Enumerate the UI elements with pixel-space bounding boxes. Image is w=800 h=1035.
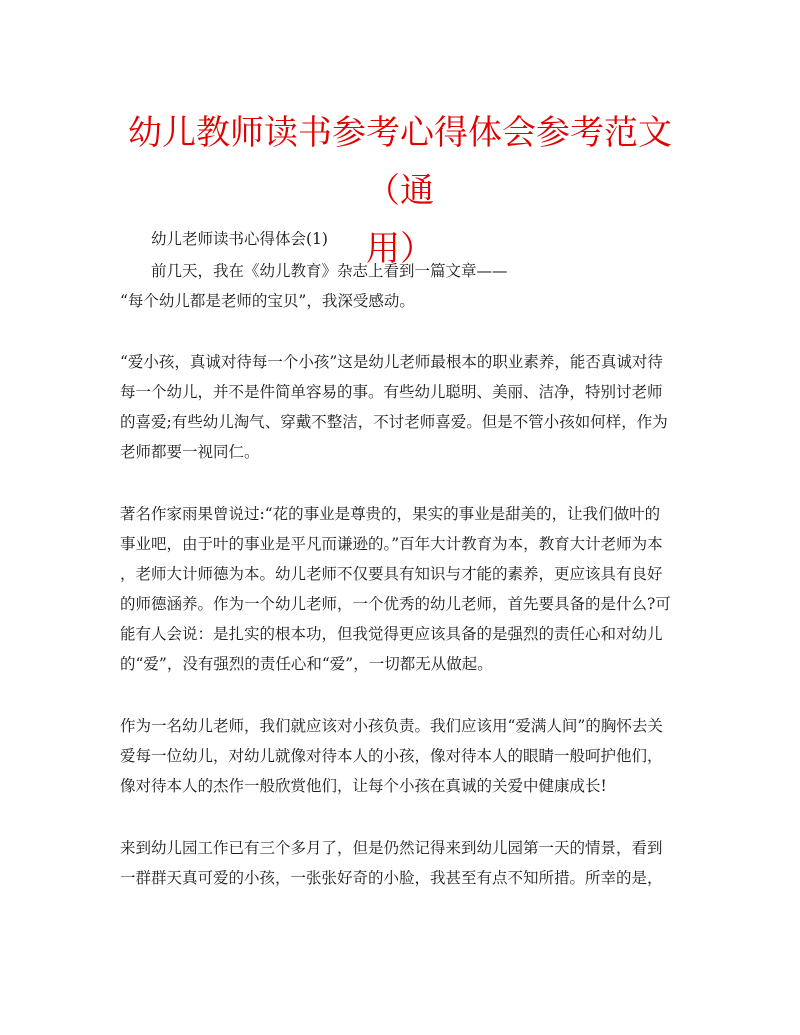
paragraph-line: 一群群天真可爱的小孩，一张张好奇的小脸，我甚至有点不知所措。所幸的是， [120,869,663,887]
title-line-2: 用） [366,229,434,269]
paragraph-line: 像对待本人的杰作一般欣赏他们，让每个小孩在真诚的关爱中健康成长! [120,777,607,795]
paragraph-line: ，老师大计师德为本。幼儿老师不仅要具有知识与才能的素养，更应该具有良好 [120,565,663,583]
title-line-1: 幼儿教师读书参考心得体会参考范文（通 [128,113,672,211]
paragraph-line: “爱小孩，真诚对待每一个小孩”这是幼儿老师最根本的职业素养，能否真诚对待 [120,353,663,371]
paragraph-line: 事业吧，由于叶的事业是平凡而谦逊的。”百年大计教育为本，教育大计老师为本 [120,535,663,553]
paragraph-line: 爱每一位幼儿，对幼儿就像对待本人的小孩，像对待本人的眼睛一般呵护他们， [120,747,663,765]
paragraph-line: 每一个幼儿，并不是件简单容易的事。有些幼儿聪明、美丽、洁净，特别讨老师 [120,383,663,401]
subtitle: 幼儿老师读书心得体会(1) [151,230,328,248]
intro-line: “每个幼儿都是老师的宝贝”，我深受感动。 [120,292,415,310]
paragraph-line: 能有人会说：是扎实的根本功，但我觉得更应该具备的是强烈的责任心和对幼儿 [120,625,663,643]
paragraph-line: 老师都要一视同仁。 [120,443,260,461]
paragraph-line: 的“爱”，没有强烈的责任心和“爱”，一切都无从做起。 [120,655,493,673]
document-title [100,104,700,278]
paragraph-line: 的喜爱;有些幼儿淘气、穿戴不整洁，不讨老师喜爱。但是不管小孩如何样，作为 [120,413,668,431]
paragraph-line: 作为一名幼儿老师，我们就应该对小孩负责。我们应该用“爱满人间”的胸怀去关 [120,717,663,735]
paragraph-line: 来到幼儿园工作已有三个多月了，但是仍然记得来到幼儿园第一天的情景，看到 [120,839,663,857]
intro-line: 前几天，我在《幼儿教育》杂志上看到一篇文章—— [151,262,508,280]
paragraph-line: 著名作家雨果曾说过:“花的事业是尊贵的，果实的事业是甜美的，让我们做叶的 [120,505,661,523]
paragraph-line: 的师德涵养。作为一个幼儿老师，一个优秀的幼儿老师，首先要具备的是什么?可 [120,595,671,613]
